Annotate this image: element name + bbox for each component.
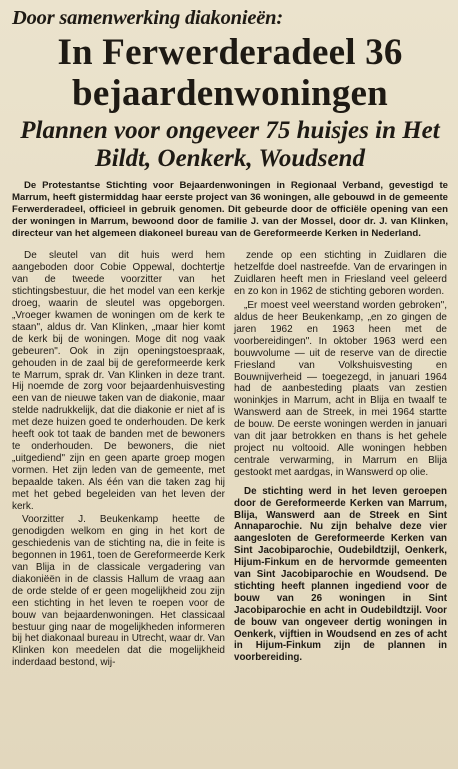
paragraph: „Er moest veel weerstand worden gebroken", aldus de heer Beukenkamp, „en zo gingen de jaren 1962 en 1963 heen met de voorbereidingen". In oktober 1963 werd een bouwvolume — uit de reserve van de directie Friesland van Volkshuisvesting en Bouwnijverheid — toegezegd, in januari 1964 had de aanbesteding plaats van zestien woninkjes in Marrum, acht in Blija en twaalf te Wanswerd aan de Streek, in mei 1964 startte de bouw. De eerste woningen werden in januari van dit jaar betrokken en thans is het gehele project nu voltooid. Alle woningen hebben centrale verwarming, in Marrum en Blija gestookt met aardgas, in Wanswerd op olie. (234, 300, 447, 478)
column-right (234, 250, 447, 671)
article-kicker: Door samenwerking diakonieën: (12, 7, 283, 29)
column-left (12, 250, 225, 671)
paragraph-bold: De stichting werd in het leven geroepen door de Gereformeerde Kerken van Marrum, Blija, Wanswerd aan de Streek en Sint Annaparochie. Nu zijn behalve deze vier aangesloten de Gereformeerde Kerken van Sint Jacobiparochie, Oudebildtzijl, Oenkerk, Hijum-Finkum en de hervormde gemeenten van Sint Jacobiparochie en Woudsend. De stichting heeft plannen ingediend voor de bouw van 26 woningen in Sint Jacobiparochie en acht in Oudebildtzijl. Voor de bouw van ongeveer dertig woningen in Oenkerk, vijftien in Woudsend en zes of acht in Hijum-Finkum zijn de plannen in voorbereiding. (234, 485, 447, 664)
paragraph: zende op een stichting in Zuidlaren die hetzelfde doel nastreefde. Van de ervaringen in Zuidlaren heeft men in Friesland veel geleerd en zo kon in 1962 de stichting geboren worden. (234, 250, 447, 298)
paragraph: Voorzitter J. Beukenkamp heette de genodigden welkom en ging in het kort de geschiedenis van de stichting na, die in feite is begonnen in 1961, toen de Gereformeerde Kerk van Blija in de classicale vergadering van diakoniëën in de classis Hallum de vraag aan de orde stelde of er geen mogelijkheid zou zijn een stichting in het leven te roepen voor de bouw van bejaardenwoningen. Het classicaal bestuur ging naar de mogelijkheden informeren bij het diakonaal bureau in Utrecht, waar dr. Van Klinken kon meedelen dat die mogelijkheid inderdaad bestond, wij- (12, 514, 225, 669)
article-subheadline: Plannen voor ongeveer 75 huisjes in Het Bildt, Oenkerk, Woudsend (20, 117, 440, 172)
paragraph: De sleutel van dit huis werd hem aangeboden door Cobie Oppewal, dochtertje van de tweede voorzitter van het stichtingsbestuur, die het model van een kerkje droeg, waarin de sleutel was opgeborgen. „Vroeger kwamen de woningen om de kerk te staan", aldus dr. Van Klinken, „maar hier komt de kerk bij de woningen. Moge dit nog vaak gebeuren". Ook in zijn openingstoespraak, gehouden in de zaal bij de gereformeerde kerk te Marrum, sprak dr. Van Klinken in deze trant. Hij noemde de zorg voor bejaardenhuisvesting een van de nieuwe taken van de diakonie, maar stelde nadrukkelijk, dat die diakonie er niet af is met deze huizen goed te onderhouden. De kerk heeft ook tot taak de banden met de bewoners te onderhouden. De bewoners, die niet „uitgediend" zijn en geen aparte groep mogen vormen. Het zijn leden van de gemeente, met bepaalde taken. Als één van die taken zag hij met het gebed begeleiden van het leven der kerk. (12, 250, 225, 512)
article-headline: In Ferwerderadeel 36 bejaardenwoningen (57, 32, 403, 114)
article-lead: De Protestantse Stichting voor Bejaardenwoningen in Regionaal Verband, gevestigd te Marrum, heeft gistermiddag haar eerste project van 36 woningen, alle gebouwd in de gemeente Ferwerderadeel, officieel in gebruik genomen. Dit gebeurde door de officiële opening van een der woningen in Marrum, bewoond door de familie J. van der Mossel, door dr. J. van Klinken, directeur van het algemeen diakoneel bureau van de Gereformeerde Kerken in Nederland. (12, 180, 448, 240)
article-body (12, 250, 448, 671)
